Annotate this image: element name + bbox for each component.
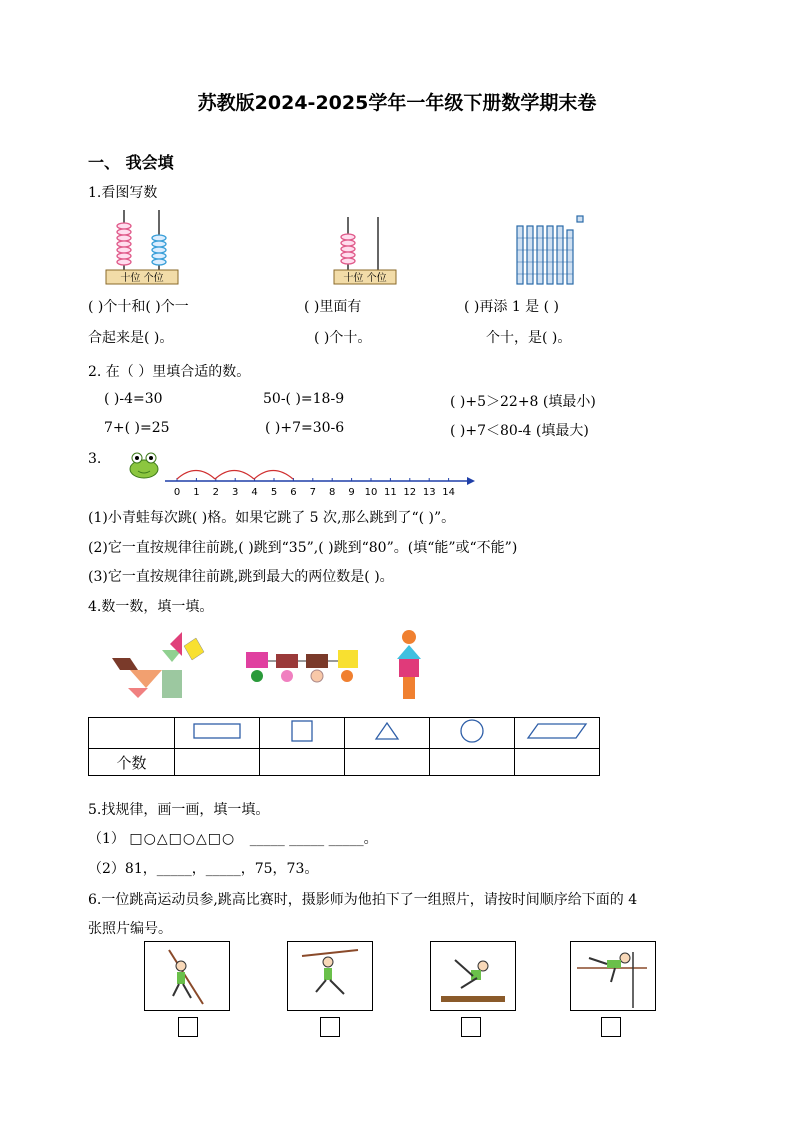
q3-sub3: (3)它一直按规律往前跳,跳到最大的两位数是( )。 bbox=[88, 569, 394, 585]
section-heading: 一、 我会填 bbox=[88, 153, 174, 172]
abacus-b-caption: 十位 个位 bbox=[343, 273, 387, 284]
tangram-bird-icon bbox=[108, 628, 210, 704]
shape-tower-icon bbox=[394, 629, 424, 701]
frog-icon bbox=[126, 450, 162, 480]
table-header-blank bbox=[89, 718, 175, 749]
number-line-tick-label: 11 bbox=[384, 487, 397, 498]
q5-pattern: □○△□○△□○ bbox=[129, 831, 236, 847]
q1-b-line2: ( )个十。 bbox=[314, 330, 372, 346]
count-cell-square[interactable] bbox=[260, 749, 345, 776]
number-line-tick-label: 7 bbox=[309, 487, 316, 498]
table-header-square bbox=[260, 718, 345, 749]
q2-item: 50-( )=18-9 bbox=[263, 391, 345, 407]
q1-c-line2: 个十，是( )。 bbox=[486, 330, 572, 346]
photo-3 bbox=[430, 941, 516, 1011]
count-cell-triangle[interactable] bbox=[345, 749, 430, 776]
page-title: 苏教版2024-2025学年一年级下册数学期末卷 bbox=[197, 92, 597, 114]
high-jumper-icon bbox=[571, 942, 655, 1010]
q1-c-line1: ( )再添 1 是 ( ) bbox=[464, 299, 560, 315]
q6-line2: 张照片编号。 bbox=[88, 921, 172, 937]
jump-arc-1 bbox=[177, 471, 215, 480]
abacus-a-caption: 十位 个位 bbox=[120, 273, 164, 284]
photo-order-box-1[interactable] bbox=[178, 1017, 198, 1037]
q6-line1: 6.一位跳高运动员参,跳高比赛时，摄影师为他拍下了一组照片，请按时间顺序给下面的 4 bbox=[88, 892, 638, 908]
photo-4 bbox=[570, 941, 656, 1011]
number-line-tick-label: 3 bbox=[232, 487, 239, 498]
count-cell-circle[interactable] bbox=[430, 749, 515, 776]
q2-item: ( )+5＞22+8 (填最小) bbox=[450, 394, 596, 410]
table-header-rectangle bbox=[175, 718, 260, 749]
abacus-b-icon bbox=[334, 215, 414, 287]
photo-order-box-2[interactable] bbox=[320, 1017, 340, 1037]
photo-order-box-4[interactable] bbox=[601, 1017, 621, 1037]
number-line-tick-label: 8 bbox=[329, 487, 336, 498]
table-row-label: 个数 bbox=[89, 749, 175, 776]
number-line-tick-label: 6 bbox=[290, 487, 297, 498]
q1-label: 1.看图写数 bbox=[88, 185, 158, 201]
cubes-icon bbox=[513, 212, 588, 288]
photo-order-box-3[interactable] bbox=[461, 1017, 481, 1037]
q3-label: 3. bbox=[88, 451, 102, 467]
table-header-parallelogram bbox=[515, 718, 600, 749]
q3-sub2: (2)它一直按规律往前跳,( )跳到“35”,( )跳到“80”。(填“能”或“不能”) bbox=[88, 540, 518, 556]
shape-train-icon bbox=[244, 648, 362, 688]
q5-line1-prefix: （1） bbox=[88, 831, 125, 847]
rectangle-icon bbox=[192, 721, 242, 741]
q2-label: 2. 在（ ）里填合适的数。 bbox=[88, 364, 251, 380]
photo-2 bbox=[287, 941, 373, 1011]
shape-count-table bbox=[88, 717, 600, 776]
number-line-tick-label: 10 bbox=[364, 487, 378, 498]
count-cell-rectangle[interactable] bbox=[175, 749, 260, 776]
count-cell-parallelogram[interactable] bbox=[515, 749, 600, 776]
q2-item: ( )+7=30-6 bbox=[265, 420, 345, 436]
square-icon bbox=[291, 720, 313, 742]
jump-arc-3 bbox=[254, 471, 293, 480]
q1-a-line1: ( )个十和( )个一 bbox=[88, 299, 189, 315]
table-header-triangle bbox=[345, 718, 430, 749]
table-header-circle bbox=[430, 718, 515, 749]
number-line-tick-label: 14 bbox=[442, 487, 455, 498]
q1-b-line1: ( )里面有 bbox=[304, 299, 362, 315]
number-line-tick-label: 1 bbox=[193, 487, 200, 498]
number-line-tick-label: 9 bbox=[348, 487, 355, 498]
high-jumper-icon bbox=[288, 942, 372, 1010]
number-line-tick-label: 4 bbox=[251, 487, 258, 498]
number-line-tick-label: 13 bbox=[422, 487, 436, 498]
q5-line2: （2）81，_____，_____，75，73。 bbox=[88, 861, 319, 877]
abacus-a-icon bbox=[104, 208, 184, 288]
number-line-tick-label: 2 bbox=[212, 487, 219, 498]
q5-line1 bbox=[88, 828, 378, 848]
high-jumper-icon bbox=[431, 942, 515, 1010]
number-line-tick-label: 5 bbox=[270, 487, 278, 498]
high-jumper-icon bbox=[145, 942, 229, 1010]
number-line bbox=[165, 460, 475, 500]
photo-1 bbox=[144, 941, 230, 1011]
parallelogram-icon bbox=[526, 722, 588, 740]
triangle-icon bbox=[374, 721, 400, 741]
q2-item: ( )+7＜80-4 (填最大) bbox=[450, 423, 589, 439]
circle-icon bbox=[459, 718, 485, 744]
q5-label: 5.找规律，画一画，填一填。 bbox=[88, 802, 270, 818]
q3-sub1: (1)小青蛙每次跳( )格。如果它跳了 5 次,那么跳到了“( )”。 bbox=[88, 510, 456, 526]
q2-item: ( )-4=30 bbox=[104, 391, 163, 407]
number-line-tick-label: 0 bbox=[173, 487, 181, 498]
number-line-tick-label: 12 bbox=[403, 487, 417, 498]
q5-blanks: _____ _____ _____。 bbox=[249, 831, 378, 847]
jump-arc-2 bbox=[215, 471, 254, 480]
q1-a-line2: 合起来是( )。 bbox=[88, 330, 174, 346]
q4-label: 4.数一数，填一填。 bbox=[88, 599, 214, 615]
q2-item: 7+( )=25 bbox=[104, 420, 170, 436]
